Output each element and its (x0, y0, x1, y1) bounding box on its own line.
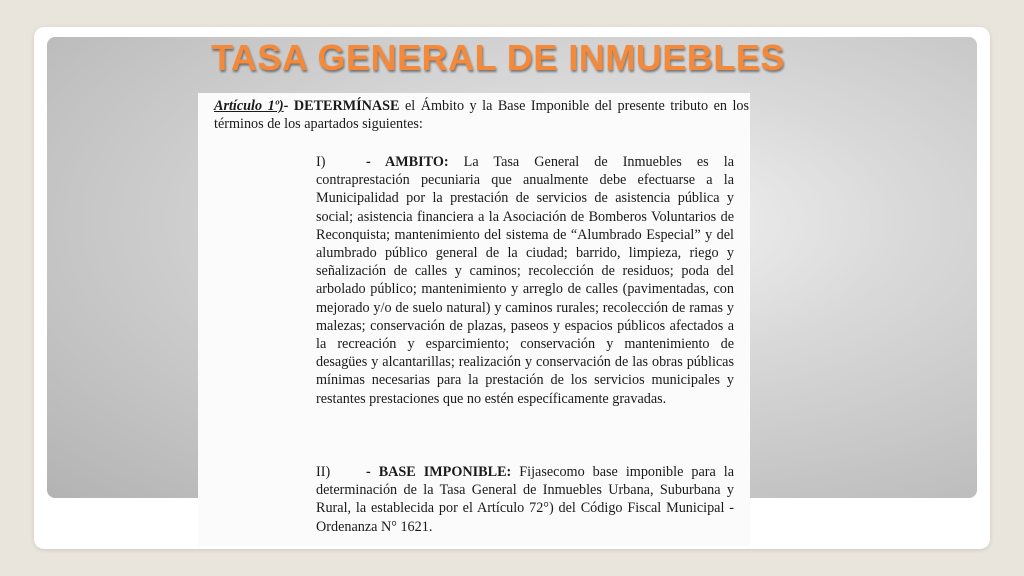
section-number: I) (316, 154, 326, 170)
article-dash: - (283, 98, 289, 114)
section-text: La Tasa General de Inmuebles es la contraprestación pecuniaria que anualmente debe efectuarse a la Municipalidad por la prestación de servicios de asistencia pública y social; asistencia financiera a la Asociación de Bomberos Voluntarios de Reconquista; mantenimiento del sistema de “Alumbrado Especial” y del alumbrado público general de la ciudad; barrido, limpieza, riego y señalización de calles y caminos; recolección de residuos; poda del arbolado público; mantenimiento y arreglo de calles (pavimentadas, con mejorado y/o de suelo natural) y caminos rurales; recolección de ramas y malezas; conservación de plazas, paseos y espacios públicos afectados a la recreación y esparcimiento; conservación y mantenimiento de desagües y alcantarillas; realización y conservación de las obras públicas mínimas necesarias para la prestación de los servicios municipales y restantes prestaciones que no estén específicamente gravadas. (316, 154, 734, 407)
section-base-imponible (316, 463, 734, 536)
section-heading: - BASE IMPONIBLE: (366, 464, 512, 480)
article-keyword: DETERMÍNASE (293, 98, 400, 114)
section-ambito (316, 153, 734, 408)
article-label: Artículo 1º) (214, 98, 284, 114)
article-intro-text: el Ámbito y la Base Imponible del presente tributo en los términos de los apartados siguientes: (214, 98, 749, 132)
slide-title: TASA GENERAL DE INMUEBLES (211, 37, 785, 78)
section-number: II) (316, 464, 331, 480)
scanned-document (198, 93, 750, 546)
article-intro (214, 97, 749, 133)
section-heading: - AMBITO: (366, 154, 449, 170)
section-text: Fijasecomo base imponible para la determinación de la Tasa General de Inmuebles Urbana, Suburbana y Rural, la establecida por el Artículo 72°) del Código Fiscal Municipal - Ordenanza N° 1621. (316, 464, 735, 535)
